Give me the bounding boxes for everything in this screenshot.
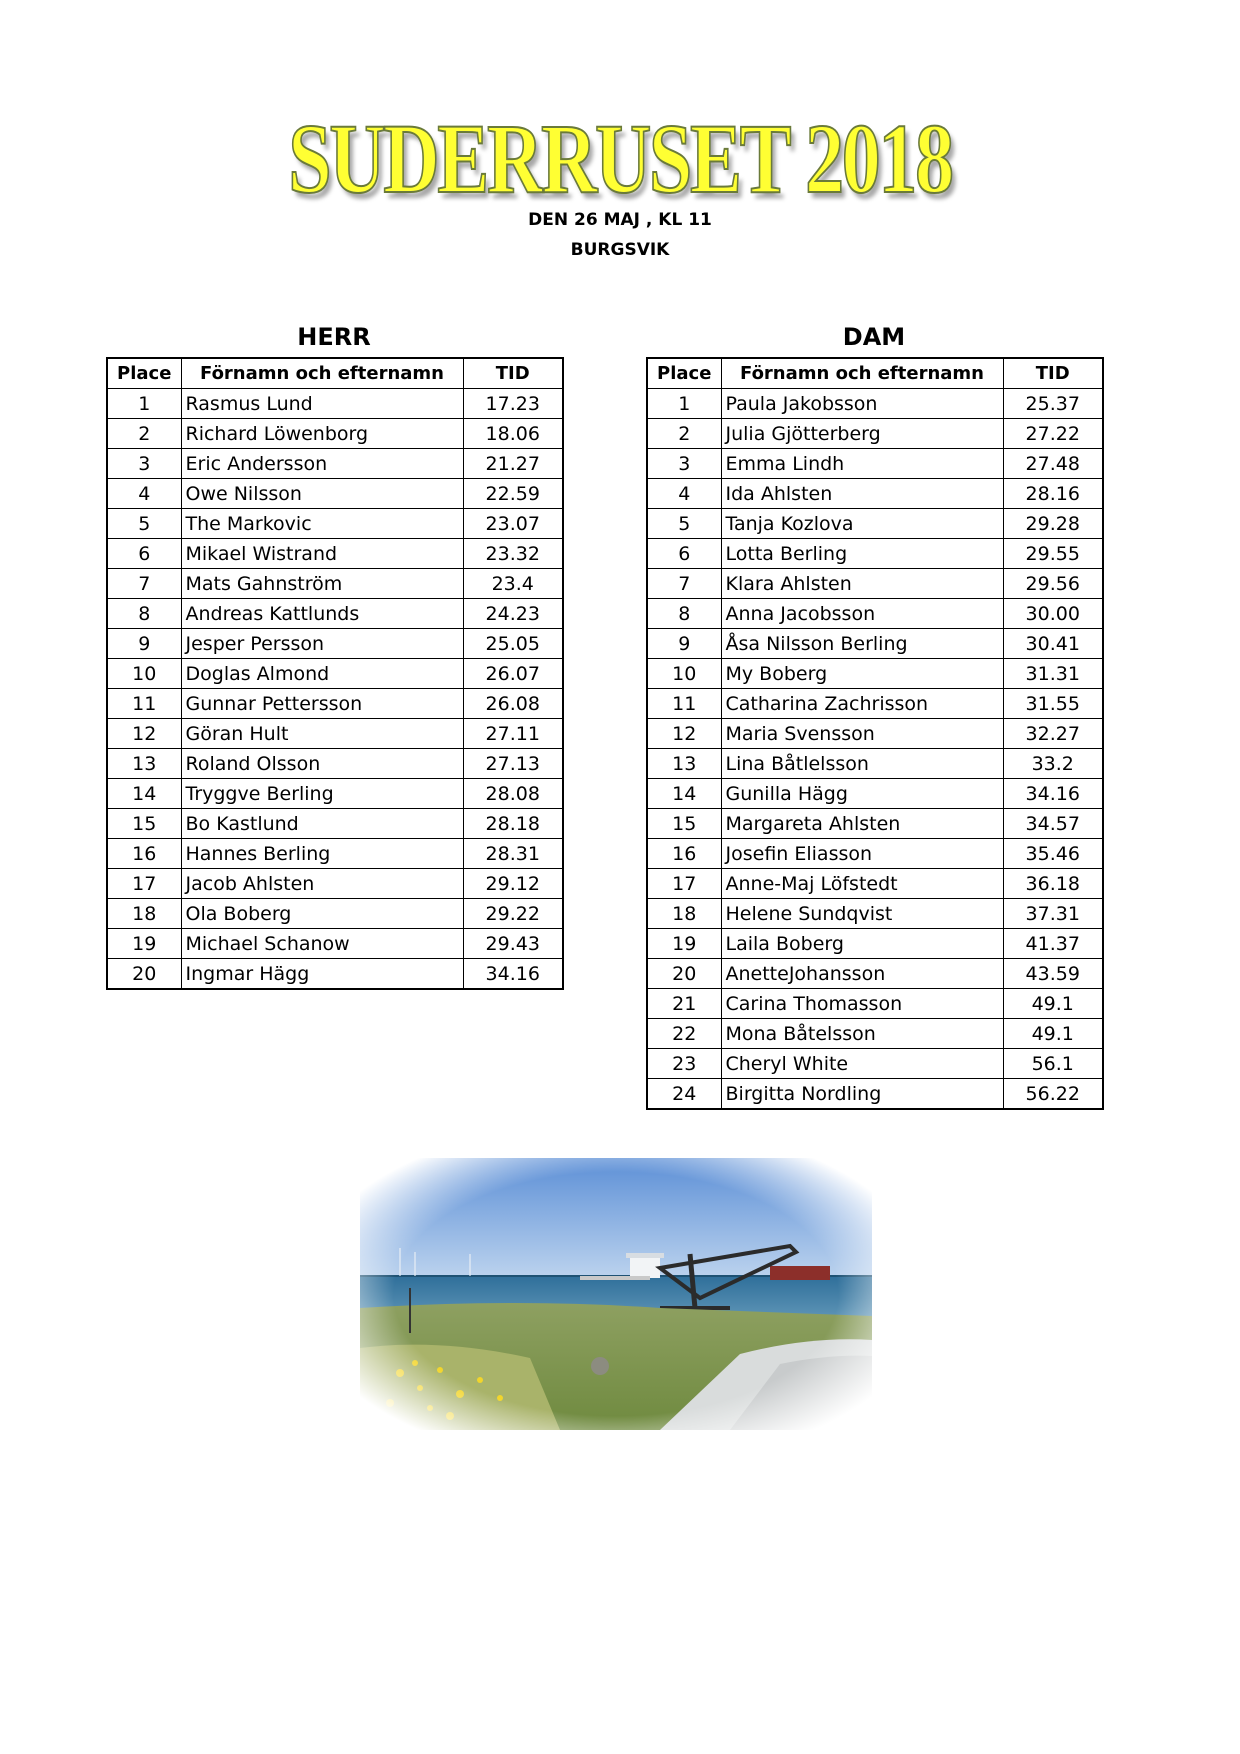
name-cell: Gunilla Hägg bbox=[721, 779, 1003, 809]
time-cell: 36.18 bbox=[1003, 869, 1103, 899]
name-cell: Åsa Nilsson Berling bbox=[721, 629, 1003, 659]
table-row bbox=[107, 779, 563, 809]
time-cell: 33.2 bbox=[1003, 749, 1103, 779]
time-cell: 29.22 bbox=[463, 899, 563, 929]
place-cell: 1 bbox=[107, 389, 181, 419]
time-cell: 30.00 bbox=[1003, 599, 1103, 629]
table-row bbox=[647, 629, 1103, 659]
name-cell: My Boberg bbox=[721, 659, 1003, 689]
time-cell: 28.18 bbox=[463, 809, 563, 839]
name-cell: Anna Jacobsson bbox=[721, 599, 1003, 629]
table-row bbox=[647, 959, 1103, 989]
time-cell: 27.11 bbox=[463, 719, 563, 749]
name-cell: Ingmar Hägg bbox=[181, 959, 463, 990]
time-cell: 56.22 bbox=[1003, 1079, 1103, 1110]
name-cell: Mikael Wistrand bbox=[181, 539, 463, 569]
table-row bbox=[107, 719, 563, 749]
name-cell: Laila Boberg bbox=[721, 929, 1003, 959]
table-row bbox=[107, 689, 563, 719]
table-row bbox=[647, 539, 1103, 569]
name-cell: Emma Lindh bbox=[721, 449, 1003, 479]
time-cell: 25.37 bbox=[1003, 389, 1103, 419]
time-cell: 26.08 bbox=[463, 689, 563, 719]
name-cell: Hannes Berling bbox=[181, 839, 463, 869]
name-cell: Gunnar Pettersson bbox=[181, 689, 463, 719]
place-cell: 19 bbox=[107, 929, 181, 959]
column-header-place: Place bbox=[107, 358, 181, 389]
time-cell: 29.43 bbox=[463, 929, 563, 959]
dam-heading: DAM bbox=[842, 323, 906, 351]
table-row bbox=[647, 509, 1103, 539]
place-cell: 13 bbox=[647, 749, 721, 779]
name-cell: Birgitta Nordling bbox=[721, 1079, 1003, 1110]
table-row bbox=[647, 1079, 1103, 1110]
table-row bbox=[647, 419, 1103, 449]
name-cell: Paula Jakobsson bbox=[721, 389, 1003, 419]
time-cell: 25.05 bbox=[463, 629, 563, 659]
table-row bbox=[107, 659, 563, 689]
table-row bbox=[107, 929, 563, 959]
time-cell: 32.27 bbox=[1003, 719, 1103, 749]
time-cell: 43.59 bbox=[1003, 959, 1103, 989]
place-cell: 8 bbox=[107, 599, 181, 629]
name-cell: Cheryl White bbox=[721, 1049, 1003, 1079]
place-cell: 9 bbox=[107, 629, 181, 659]
name-cell: Jacob Ahlsten bbox=[181, 869, 463, 899]
place-cell: 6 bbox=[647, 539, 721, 569]
name-cell: Carina Thomasson bbox=[721, 989, 1003, 1019]
name-cell: Andreas Kattlunds bbox=[181, 599, 463, 629]
table-row bbox=[647, 719, 1103, 749]
place-cell: 19 bbox=[647, 929, 721, 959]
place-cell: 3 bbox=[647, 449, 721, 479]
name-cell: Ida Ahlsten bbox=[721, 479, 1003, 509]
time-cell: 29.28 bbox=[1003, 509, 1103, 539]
time-cell: 28.31 bbox=[463, 839, 563, 869]
time-cell: 29.12 bbox=[463, 869, 563, 899]
place-cell: 23 bbox=[647, 1049, 721, 1079]
time-cell: 23.32 bbox=[463, 539, 563, 569]
place-cell: 7 bbox=[647, 569, 721, 599]
event-location: BURGSVIK bbox=[570, 240, 670, 260]
time-cell: 27.48 bbox=[1003, 449, 1103, 479]
column-header-time: TID bbox=[1003, 358, 1103, 389]
time-cell: 49.1 bbox=[1003, 1019, 1103, 1049]
table-row bbox=[647, 869, 1103, 899]
name-cell: Owe Nilsson bbox=[181, 479, 463, 509]
name-cell: Eric Andersson bbox=[181, 449, 463, 479]
place-cell: 16 bbox=[107, 839, 181, 869]
time-cell: 29.56 bbox=[1003, 569, 1103, 599]
table-row bbox=[647, 479, 1103, 509]
time-cell: 28.16 bbox=[1003, 479, 1103, 509]
table-row bbox=[647, 659, 1103, 689]
table-row bbox=[647, 599, 1103, 629]
time-cell: 34.16 bbox=[463, 959, 563, 990]
time-cell: 34.16 bbox=[1003, 779, 1103, 809]
place-cell: 15 bbox=[647, 809, 721, 839]
place-cell: 20 bbox=[107, 959, 181, 990]
time-cell: 41.37 bbox=[1003, 929, 1103, 959]
name-cell: Margareta Ahlsten bbox=[721, 809, 1003, 839]
table-row bbox=[107, 599, 563, 629]
table-row bbox=[107, 479, 563, 509]
time-cell: 23.4 bbox=[463, 569, 563, 599]
name-cell: Tanja Kozlova bbox=[721, 509, 1003, 539]
time-cell: 23.07 bbox=[463, 509, 563, 539]
name-cell: Tryggve Berling bbox=[181, 779, 463, 809]
name-cell: The Markovic bbox=[181, 509, 463, 539]
place-cell: 13 bbox=[107, 749, 181, 779]
time-cell: 22.59 bbox=[463, 479, 563, 509]
table-row bbox=[647, 779, 1103, 809]
place-cell: 2 bbox=[647, 419, 721, 449]
table-row bbox=[647, 1049, 1103, 1079]
name-cell: AnetteJohansson bbox=[721, 959, 1003, 989]
name-cell: Mona Båtelsson bbox=[721, 1019, 1003, 1049]
name-cell: Rasmus Lund bbox=[181, 389, 463, 419]
herr-results-table bbox=[106, 357, 564, 990]
table-header-row bbox=[647, 358, 1103, 389]
table-row bbox=[647, 989, 1103, 1019]
time-cell: 18.06 bbox=[463, 419, 563, 449]
name-cell: Richard Löwenborg bbox=[181, 419, 463, 449]
name-cell: Helene Sundqvist bbox=[721, 899, 1003, 929]
name-cell: Bo Kastlund bbox=[181, 809, 463, 839]
time-cell: 31.55 bbox=[1003, 689, 1103, 719]
table-row bbox=[107, 809, 563, 839]
table-row bbox=[107, 959, 563, 990]
time-cell: 29.55 bbox=[1003, 539, 1103, 569]
time-cell: 31.31 bbox=[1003, 659, 1103, 689]
place-cell: 21 bbox=[647, 989, 721, 1019]
time-cell: 49.1 bbox=[1003, 989, 1103, 1019]
column-header-name: Förnamn och efternamn bbox=[181, 358, 463, 389]
table-row bbox=[107, 449, 563, 479]
place-cell: 10 bbox=[107, 659, 181, 689]
column-header-time: TID bbox=[463, 358, 563, 389]
place-cell: 11 bbox=[107, 689, 181, 719]
place-cell: 4 bbox=[107, 479, 181, 509]
name-cell: Mats Gahnström bbox=[181, 569, 463, 599]
place-cell: 17 bbox=[107, 869, 181, 899]
place-cell: 11 bbox=[647, 689, 721, 719]
place-cell: 20 bbox=[647, 959, 721, 989]
table-row bbox=[107, 899, 563, 929]
place-cell: 14 bbox=[647, 779, 721, 809]
place-cell: 16 bbox=[647, 839, 721, 869]
table-row bbox=[647, 929, 1103, 959]
place-cell: 6 bbox=[107, 539, 181, 569]
dam-results-table bbox=[646, 357, 1104, 1110]
name-cell: Göran Hult bbox=[181, 719, 463, 749]
time-cell: 21.27 bbox=[463, 449, 563, 479]
place-cell: 1 bbox=[647, 389, 721, 419]
place-cell: 8 bbox=[647, 599, 721, 629]
place-cell: 2 bbox=[107, 419, 181, 449]
event-date: DEN 26 MAJ , KL 11 bbox=[528, 210, 712, 230]
place-cell: 4 bbox=[647, 479, 721, 509]
name-cell: Michael Schanow bbox=[181, 929, 463, 959]
place-cell: 12 bbox=[647, 719, 721, 749]
place-cell: 18 bbox=[647, 899, 721, 929]
table-row bbox=[107, 569, 563, 599]
harbor-photo bbox=[360, 1158, 872, 1430]
column-header-place: Place bbox=[647, 358, 721, 389]
place-cell: 22 bbox=[647, 1019, 721, 1049]
name-cell: Anne-Maj Löfstedt bbox=[721, 869, 1003, 899]
time-cell: 27.22 bbox=[1003, 419, 1103, 449]
table-row bbox=[107, 749, 563, 779]
name-cell: Doglas Almond bbox=[181, 659, 463, 689]
time-cell: 30.41 bbox=[1003, 629, 1103, 659]
time-cell: 17.23 bbox=[463, 389, 563, 419]
place-cell: 5 bbox=[647, 509, 721, 539]
time-cell: 56.1 bbox=[1003, 1049, 1103, 1079]
name-cell: Jesper Persson bbox=[181, 629, 463, 659]
herr-heading: HERR bbox=[297, 323, 371, 351]
table-row bbox=[647, 449, 1103, 479]
table-row bbox=[647, 839, 1103, 869]
name-cell: Lotta Berling bbox=[721, 539, 1003, 569]
place-cell: 14 bbox=[107, 779, 181, 809]
place-cell: 10 bbox=[647, 659, 721, 689]
table-row bbox=[107, 539, 563, 569]
table-row bbox=[647, 749, 1103, 779]
time-cell: 26.07 bbox=[463, 659, 563, 689]
place-cell: 15 bbox=[107, 809, 181, 839]
place-cell: 24 bbox=[647, 1079, 721, 1110]
page-title: SUDERRUSET 2018 bbox=[288, 103, 952, 214]
column-header-name: Förnamn och efternamn bbox=[721, 358, 1003, 389]
place-cell: 7 bbox=[107, 569, 181, 599]
place-cell: 18 bbox=[107, 899, 181, 929]
name-cell: Maria Svensson bbox=[721, 719, 1003, 749]
place-cell: 9 bbox=[647, 629, 721, 659]
time-cell: 27.13 bbox=[463, 749, 563, 779]
table-row bbox=[107, 839, 563, 869]
table-row bbox=[647, 809, 1103, 839]
table-row bbox=[107, 869, 563, 899]
table-header-row bbox=[107, 358, 563, 389]
time-cell: 34.57 bbox=[1003, 809, 1103, 839]
place-cell: 12 bbox=[107, 719, 181, 749]
time-cell: 37.31 bbox=[1003, 899, 1103, 929]
place-cell: 3 bbox=[107, 449, 181, 479]
name-cell: Ola Boberg bbox=[181, 899, 463, 929]
table-row bbox=[107, 389, 563, 419]
table-row bbox=[107, 419, 563, 449]
name-cell: Josefin Eliasson bbox=[721, 839, 1003, 869]
name-cell: Klara Ahlsten bbox=[721, 569, 1003, 599]
time-cell: 28.08 bbox=[463, 779, 563, 809]
time-cell: 24.23 bbox=[463, 599, 563, 629]
name-cell: Julia Gjötterberg bbox=[721, 419, 1003, 449]
name-cell: Lina Båtlelsson bbox=[721, 749, 1003, 779]
table-row bbox=[107, 509, 563, 539]
name-cell: Roland Olsson bbox=[181, 749, 463, 779]
table-row bbox=[647, 689, 1103, 719]
name-cell: Catharina Zachrisson bbox=[721, 689, 1003, 719]
table-row bbox=[647, 389, 1103, 419]
place-cell: 17 bbox=[647, 869, 721, 899]
table-row bbox=[107, 629, 563, 659]
table-row bbox=[647, 899, 1103, 929]
place-cell: 5 bbox=[107, 509, 181, 539]
table-row bbox=[647, 1019, 1103, 1049]
time-cell: 35.46 bbox=[1003, 839, 1103, 869]
table-row bbox=[647, 569, 1103, 599]
